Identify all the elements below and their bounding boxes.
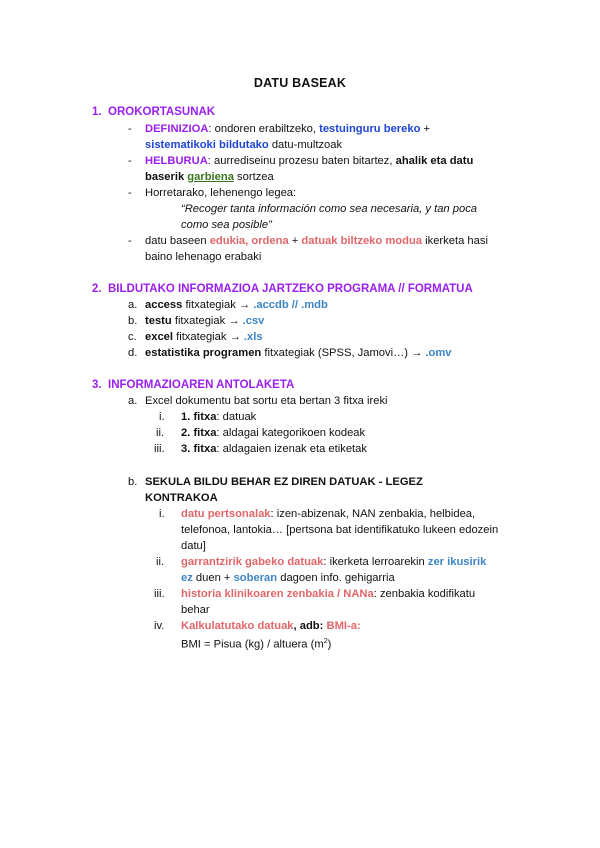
format-item-estatistika [145, 345, 452, 361]
format-name: access [145, 299, 183, 311]
sekula-heading-line-1: SEKULA BILDU BEHAR EZ DIREN DATUAK - LEGEZ [145, 476, 423, 488]
fitxa-2-line [181, 425, 365, 441]
fitxa-name: 1. fitxa [181, 411, 217, 423]
helburua-text: : aurrediseinu prozesu baten bitartez, [207, 155, 396, 167]
bullet-dash: - [128, 123, 132, 135]
format-text: fitxategiak → [171, 315, 243, 327]
list-marker: b. [128, 315, 138, 327]
fitxa-name: 3. fitxa [181, 443, 217, 455]
list-marker: d. [128, 347, 138, 359]
kalkulatutako-line [181, 618, 361, 634]
fitxa-name: 2. fitxa [181, 427, 217, 439]
garrantzirik-text: : ikerketa lerroarekin [323, 556, 428, 568]
historia-text: : zenbakia kodifikatu [373, 588, 476, 600]
bullet-dash: - [128, 235, 132, 247]
helburua-tail: sortzea [233, 171, 274, 183]
garrantzirik-line-2 [181, 570, 395, 586]
duen-text: duen + [192, 572, 234, 584]
historia-line-1 [181, 586, 475, 602]
format-extension: .accdb // .mdb [253, 299, 328, 311]
sublist-marker: i. [159, 508, 165, 520]
garrantzirik-term: garrantzirik gabeko datuak [181, 556, 324, 568]
format-text: fitxategiak → [182, 299, 254, 311]
sublist-marker: iii. [154, 588, 165, 600]
format-extension: .csv [242, 315, 265, 327]
bmi-formula-line [181, 634, 331, 653]
definizioa-text: : ondoren erabiltzeko, [208, 123, 320, 135]
sublist-marker: ii. [156, 427, 165, 439]
adb-text: , adb: [293, 620, 327, 632]
list-marker: b. [128, 476, 138, 488]
definizioa-line-1 [145, 121, 430, 137]
section-1-heading: OROKORTASUNAK [108, 106, 216, 118]
quote-line-1: “Recoger tanta información como sea necesaria, y tan poca [181, 203, 478, 215]
plus-text: + [288, 235, 302, 247]
format-text: fitxategiak → [173, 331, 244, 343]
historia-term: historia klinikoaren zenbakia / NANa [181, 588, 374, 600]
document-title: DATU BASEAK [253, 76, 347, 90]
format-name: excel [145, 331, 173, 343]
dagoen-text: dagoen info. gehigarria [277, 572, 395, 584]
format-extension: .omv [425, 347, 452, 359]
ez-highlight: ez [181, 572, 193, 584]
section-3-marker: 3. [92, 379, 102, 391]
datu-pertsonalak-text: : izen-abizenak, NAN zenbakia, helbidea, [270, 508, 476, 520]
bullet-dash: - [128, 187, 132, 199]
format-name: testu [145, 315, 172, 327]
bmi-colon: : [356, 620, 361, 632]
sublist-marker: i. [159, 411, 165, 423]
format-name: estatistika programen [145, 347, 262, 359]
kalkulatutako-term: Kalkulatutako datuak [181, 620, 294, 632]
zer-ikusirik-highlight: zer ikusirik [427, 556, 487, 568]
bmi-term: BMI-a [326, 620, 357, 632]
format-text: fitxategiak (SPSS, Jamovi…) → [261, 347, 426, 359]
helburua-line-1 [145, 153, 473, 169]
format-extension: .xls [243, 331, 263, 343]
fitxa-1-line [181, 409, 256, 425]
helburua-line-2 [145, 169, 274, 185]
datu-pertsonalak-line-1 [181, 506, 475, 522]
format-item-access [145, 297, 328, 313]
datu-pertsonalak-term: datu pertsonalak [181, 508, 271, 520]
fitxa-text: : datuak [216, 411, 257, 423]
excel-dokumentu-line: Excel dokumentu bat sortu eta bertan 3 fitxa ireki [145, 395, 388, 407]
definizioa-tail: datu-multzoak [268, 139, 343, 151]
datu-baseen-text: datu baseen [145, 235, 210, 247]
datu-pertsonalak-line-3: datu] [181, 540, 206, 552]
sublist-marker: iv. [154, 620, 165, 632]
helburua-bold-1: ahalik eta datu [395, 155, 474, 167]
fitxa-text: : aldagaien izenak eta etiketak [216, 443, 367, 455]
format-item-excel [145, 329, 263, 345]
sublist-marker: iii. [154, 443, 165, 455]
fitxa-text: : aldagai kategorikoen kodeak [216, 427, 366, 439]
bmi-formula-end: ) [327, 638, 332, 651]
definizioa-line-2 [145, 137, 342, 153]
helburua-term: HELBURUA [145, 155, 208, 167]
horretarako-line: Horretarako, lehenengo legea: [145, 187, 297, 199]
definizioa-highlight-2: sistematikoki bildutako [145, 139, 269, 151]
soberan-highlight: soberan [233, 572, 278, 584]
datu-baseen-line-2: baino lehenago erabaki [145, 251, 262, 263]
edukia-ordena-highlight: edukia, ordena [209, 235, 289, 247]
sublist-marker: ii. [156, 556, 165, 568]
section-3-heading: INFORMAZIOAREN ANTOLAKETA [108, 379, 295, 391]
helburua-bold-2: baserik [145, 171, 188, 183]
definizioa-term: DEFINIZIOA [145, 123, 209, 135]
fitxa-3-line [181, 441, 367, 457]
bmi-superscript: 2 [323, 638, 328, 645]
list-marker: c. [128, 331, 137, 343]
format-item-testu [145, 313, 264, 329]
list-marker: a. [128, 395, 138, 407]
definizioa-highlight-1: testuinguru bereko [319, 123, 421, 135]
quote-line-2: como sea posible” [181, 219, 272, 231]
section-2-heading: BILDUTAKO INFORMAZIOA JARTZEKO PROGRAMA // FORMATUA [108, 283, 473, 295]
definizioa-plus: + [420, 123, 431, 135]
datuak-biltzeko-highlight: datuak biltzeko modua [301, 235, 423, 247]
ikerketa-text: ikerketa hasi [422, 235, 488, 247]
bullet-dash: - [128, 155, 132, 167]
historia-line-2: behar [181, 604, 210, 616]
bmi-formula: BMI = Pisua (kg) / altuera (m [181, 638, 324, 651]
garrantzirik-line-1 [181, 554, 486, 570]
datu-pertsonalak-line-2: telefonoa, lantokia… [pertsona bat identifikatuko lukeen edozein [181, 524, 499, 536]
datu-baseen-line-1 [145, 233, 488, 249]
list-marker: a. [128, 299, 138, 311]
sekula-heading-line-2: KONTRAKOA [145, 492, 218, 504]
helburua-highlight: garbiena [187, 171, 234, 183]
section-2-marker: 2. [92, 283, 102, 295]
section-1-marker: 1. [92, 106, 102, 118]
